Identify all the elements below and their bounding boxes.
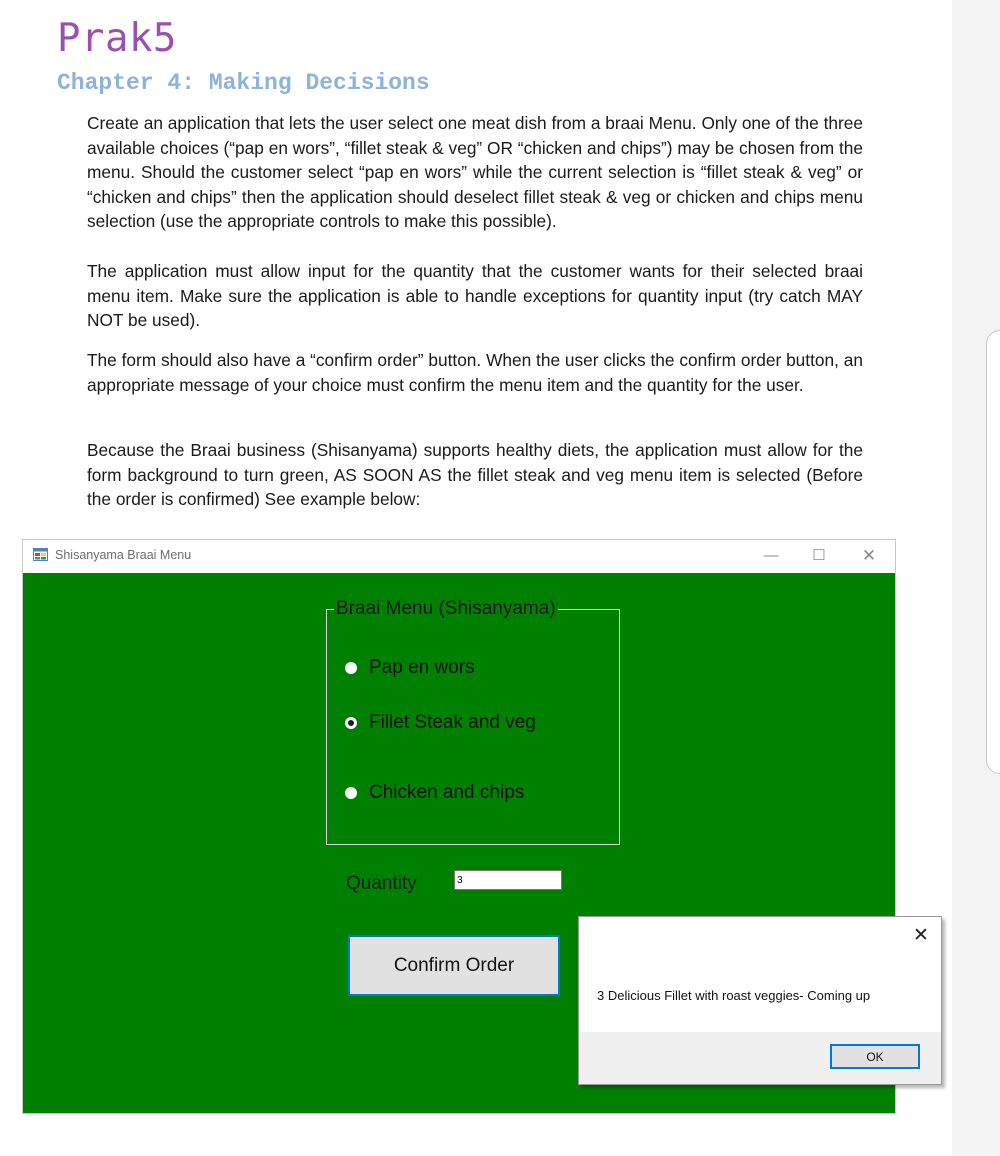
app-icon (33, 548, 48, 561)
radio-pap-en-wors[interactable] (345, 662, 357, 674)
close-icon[interactable]: ✕ (913, 925, 929, 946)
ok-button[interactable]: OK (830, 1044, 920, 1069)
paragraph-confirm: The form should also have a “confirm order” button. When the user clicks the confirm order button, an appropriate message of your choice must confirm the menu item and the quantity for the user. (87, 350, 863, 395)
quantity-label: Quantity (346, 873, 417, 894)
radio-fillet-steak[interactable] (345, 717, 357, 729)
close-window-button[interactable]: ✕ (861, 546, 877, 565)
confirm-order-button[interactable]: Confirm Order (348, 935, 560, 996)
quantity-input[interactable] (454, 870, 562, 890)
window-title: Shisanyama Braai Menu (55, 548, 192, 562)
paragraph-background: Because the Braai business (Shisanyama) supports healthy diets, the application must allow for the form background to turn green, AS SOON AS the fillet steak and veg menu item is selected (Before the order is confirmed) See example below: (87, 440, 863, 510)
radio-chicken-and-chips[interactable] (345, 787, 357, 799)
groupbox-label: Braai Menu (Shisanyama) (336, 598, 556, 619)
chapter-heading: Chapter 4: Making Decisions (57, 70, 430, 96)
window-titlebar[interactable] (23, 540, 895, 572)
paragraph-quantity: The application must allow input for the quantity that the customer wants for their selected braai menu item. Make sure the application is able to handle exceptions for quantity input (try catch MAY NOT be used). (87, 261, 863, 331)
minimize-button[interactable]: — (763, 547, 779, 564)
radio-label-fillet-steak[interactable]: Fillet Steak and veg (369, 712, 536, 733)
document-title: Prak5 (57, 16, 177, 61)
side-panel-tab[interactable] (986, 330, 1000, 774)
message-text: 3 Delicious Fillet with roast veggies- Coming up (597, 988, 871, 1003)
confirmation-message-box (578, 916, 942, 1085)
message-footer (579, 1032, 941, 1084)
maximize-button[interactable]: ☐ (812, 547, 826, 564)
radio-label-pap-en-wors[interactable]: Pap en wors (369, 657, 475, 678)
paragraph-requirements: Create an application that lets the user select one meat dish from a braai Menu. Only one of the three available choices (“pap en wors”, “fillet steak & veg” OR “chicken and chips”) may be chosen from the menu. Should the customer select “pap en wors” while the current selection is “fillet steak & veg” or “chicken and chips” then the application should deselect fillet steak & veg or chicken and chips menu selection (use the appropriate controls to make this possible). (87, 113, 863, 232)
radio-label-chicken-and-chips[interactable]: Chicken and chips (369, 782, 525, 803)
